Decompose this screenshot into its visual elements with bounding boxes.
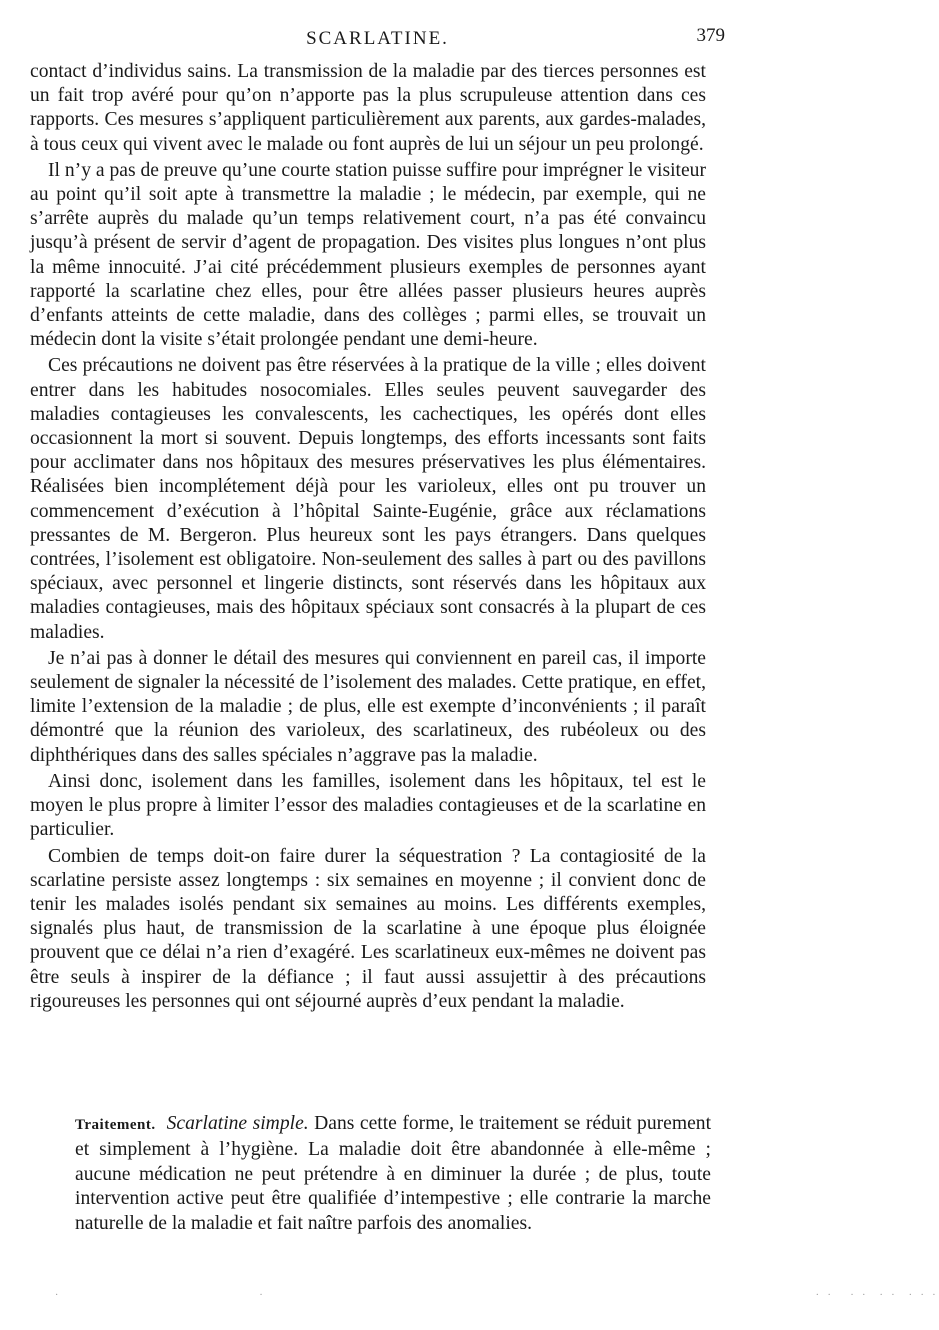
treatment-text: Dans cette forme, le traitement se réduit purement et simplement à l’hygiène. La maladie doit être abandonnée à elle-même ; aucune médication ne peut prétendre à en diminuer la durée ; de plus, toute intervention active peut être qualifiée d’intempestive ; elle contrarie la marche naturelle de la maladie et fait naître parfois des anomalies. — [75, 1113, 712, 1235]
paragraph: Ces précautions ne doivent pas être réservées à la pratique de la ville ; elles doivent entrer dans les habitudes nosocomiales. Elles seules peuvent sauvegarder des maladies contagieuses les convalescents, les cachectiques, les opérés dont elles occasionnent la mort si souvent. Depuis longtemps, des efforts incessants sont faits pour acclimater dans nos hôpitaux des mesures préservatives les plus élémentaires. Réalisées bien incomplétement déjà pour les varioleux, elles ont pu trouver un commencement d’exécution à l’hôpital Sainte-Eugénie, grâce aux réclamations pressantes de M. Bergeron. Plus heureux sont les pays étrangers. Dans quelques contrées, l’isolement est obligatoire. Non-seulement des salles à part ou des pavillons spéciaux, avec personnel et lingerie distincts, sont réservés dans les hôpitaux aux maladies contagieuses, mais des hôpitaux spéciaux sont consacrés à la plupart de ces maladies. — [30, 355, 706, 643]
paragraph: Ainsi donc, isolement dans les familles, isolement dans les hôpitaux, tel est le moyen le plus propre à limiter l’essor des maladies contagieuses et de la scarlatine en particulier. — [30, 770, 706, 841]
section-subtitle: Scarlatine simple. — [166, 1113, 309, 1134]
running-head — [30, 25, 725, 56]
paragraph: Combien de temps doit-on faire durer la séquestration ? La contagiosité de la scarlatine persiste assez longtemps : six semaines en moyenne ; il convient donc de tenir les malades isolés pendant six semaines au moins. Les différents exemples, signalés plus haut, de transmission de la scarlatine à une époque plus éloignée prouvent que ce délai n’a rien d’exagéré. Les scarlatineux eux-mêmes ne doivent pas être seuls à inspirer de la défiance ; il faut aussi assujettir à des précautions rigoureuses les personnes qui ont séjourné auprès d’eux pendant la maladie. — [30, 845, 706, 1012]
treatment-paragraph — [75, 1112, 711, 1237]
treatment-section — [75, 1112, 711, 1237]
body-text — [30, 60, 706, 1016]
paragraph: contact d’individus sains. La transmission de la maladie par des tierces personnes est un fait trop avéré pour qu’on n’apporte pas la plus scrupuleuse attention dans ces rapports. Ces mesures s’appliquent particulièrement aux parents, aux gardes-malades, à tous ceux qui vivent avec le malade ou font auprès de lui un séjour un peu prolongé. — [30, 61, 706, 155]
running-title: SCARLATINE. — [306, 28, 449, 49]
scan-artifact: · · · · · · · · · · · — [55, 1290, 939, 1301]
paragraph: Il n’y a pas de preuve qu’une courte station puisse suffire pour imprégner le visiteur au point qu’il soit apte à transmettre la maladie ; le médecin, par exemple, qui ne s’arrête auprès du malade qu’un temps relativement court, n’a pas été convaincu jusqu’à présent de servir d’agent de propagation. Des visites plus longues n’ont plus la même innocuité. J’ai cité précédemment plusieurs exemples de personnes ayant rapporté la scarlatine chez elles, pour être allées passer plusieurs heures auprès d’enfants atteints de cette maladie, dans des collèges ; parmi elles, se trouvait un médecin dont la visite s’était prolongée pendant une demi-heure. — [30, 159, 707, 351]
page-number: 379 — [696, 25, 725, 46]
paragraph: Je n’ai pas à donner le détail des mesures qui conviennent en pareil cas, il importe seulement de signaler la nécessité de l’isolement des malades. Cette pratique, en effet, limite l’extension de la maladie ; de plus, elle est exempte d’inconvénients ; il paraît démontré que la réunion des varioleux, des scarlatineux, des rubéoleux ou des diphthériques dans des salles spéciales n’aggrave pas la maladie. — [30, 647, 706, 766]
section-label: Traitement. — [75, 1117, 156, 1133]
